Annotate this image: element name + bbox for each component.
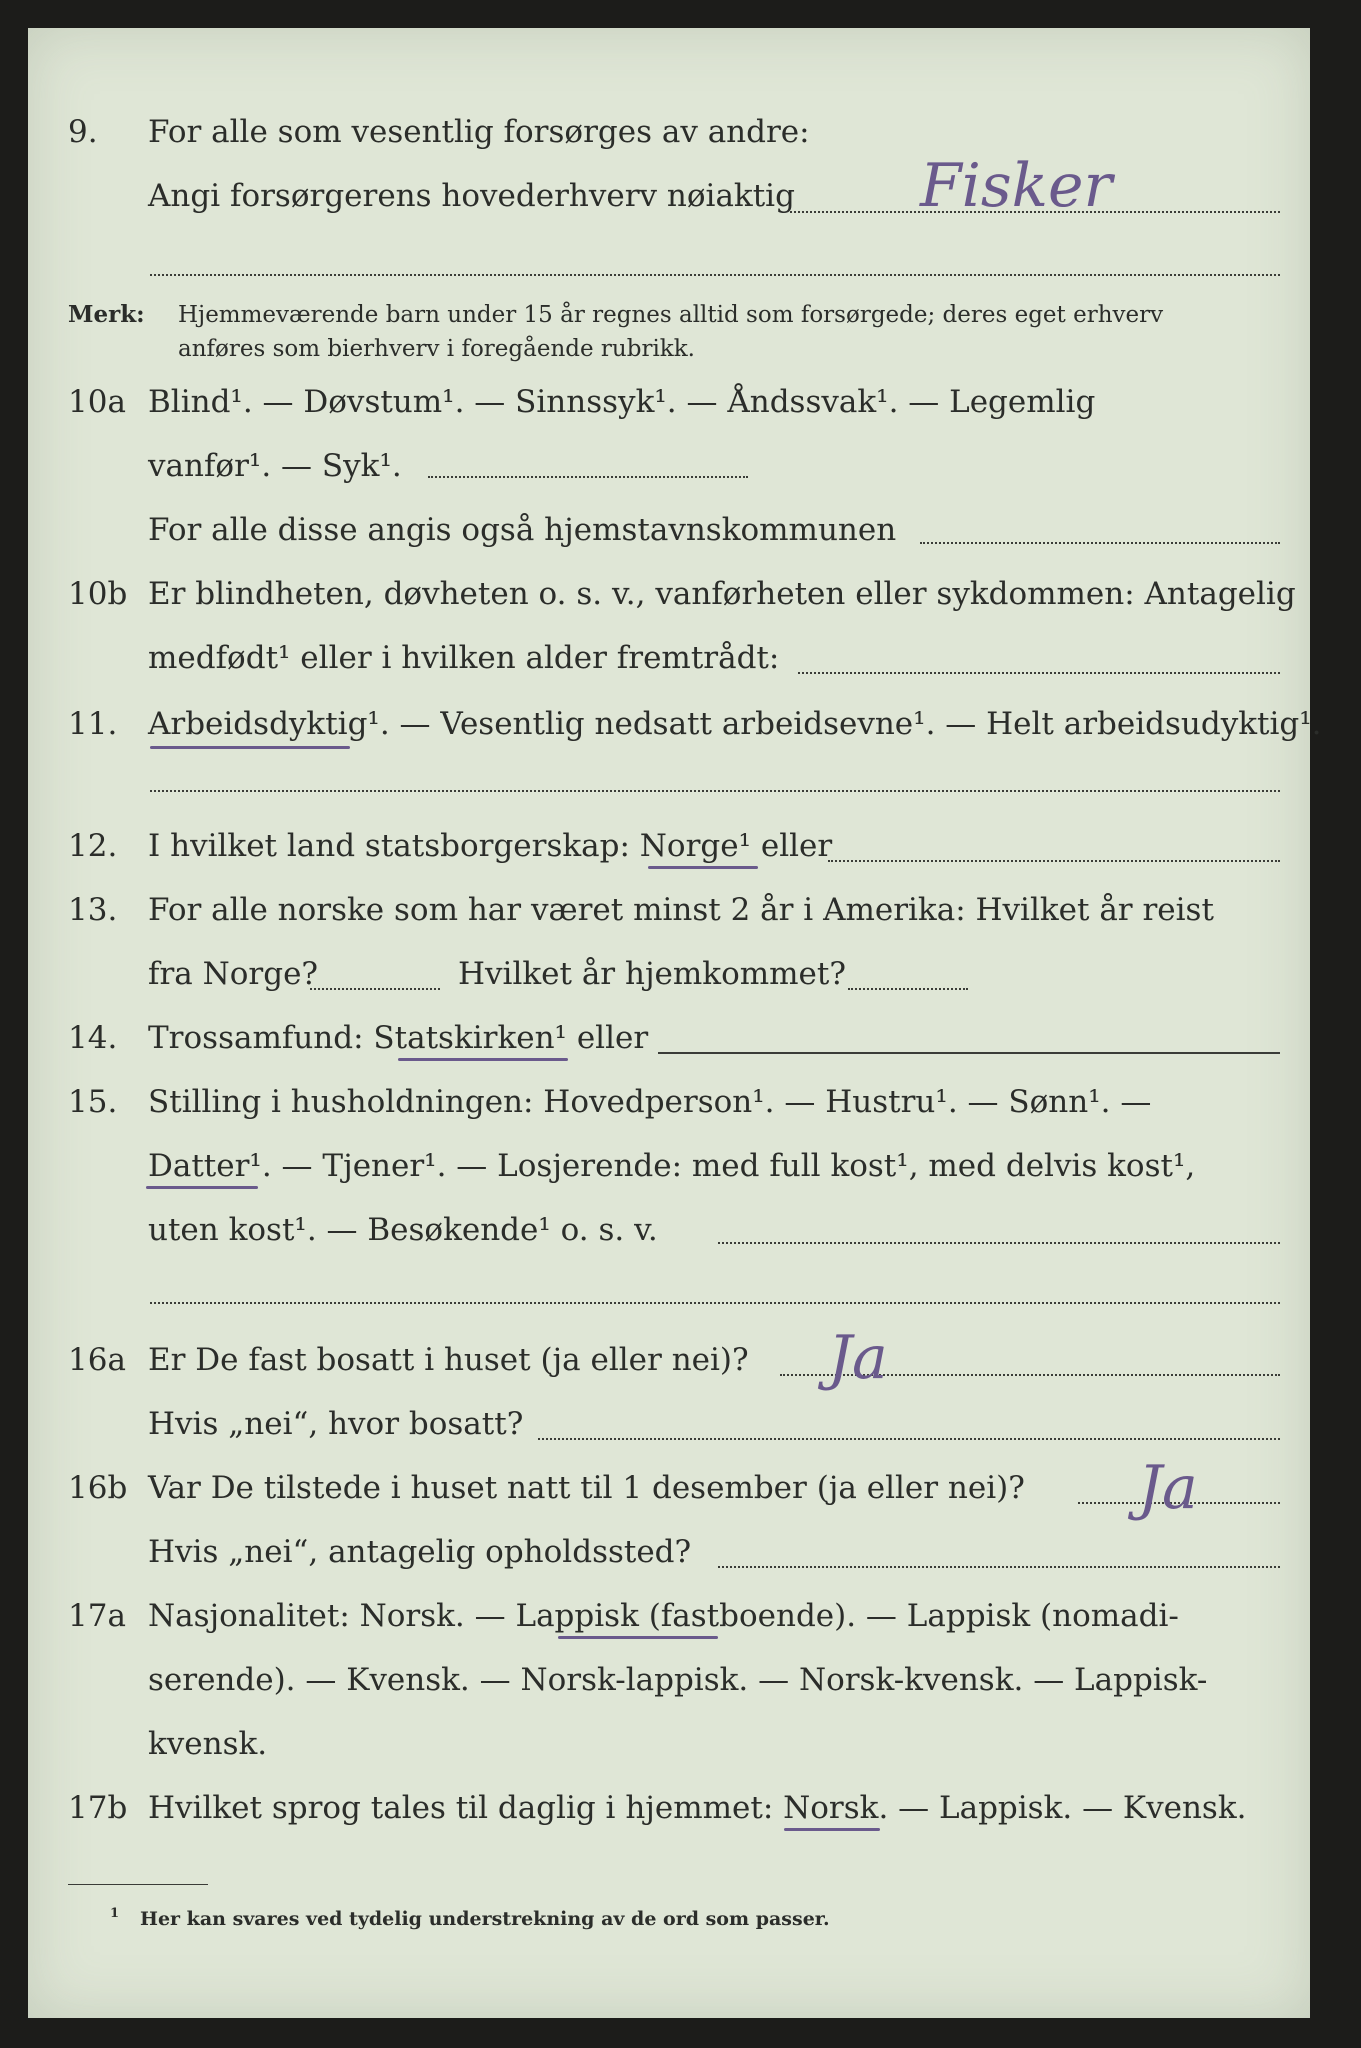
merk-line-2: anføres som bierhverv i foregående rubrikk. [178, 336, 695, 362]
q14-number: 14. [68, 1020, 118, 1056]
q13-line-2a: fra Norge? [148, 956, 319, 992]
q16a-line-2: Hvis „nei“, hvor bosatt? [148, 1406, 524, 1442]
q16a-handwritten-answer[interactable]: Ja [828, 1323, 888, 1393]
q12-number: 12. [68, 828, 118, 864]
q15-number: 15. [68, 1084, 118, 1120]
q16b-line-1: Var De tilstede i huset natt til 1 desember (ja eller nei)? [148, 1470, 1025, 1506]
q9-line-2: Angi forsørgerens hovederhverv nøiaktig [148, 178, 795, 214]
merk-line-1: Hjemmeværende barn under 15 år regnes alltid som forsørgede; deres eget erhverv [178, 302, 1164, 328]
q16a-number: 16a [68, 1342, 126, 1378]
q12-line-1: I hvilket land statsborgerskap: Norge¹ eller [148, 828, 833, 864]
q10a-sick-line [428, 476, 748, 478]
footnote-separator [68, 1884, 208, 1885]
q9-line-1: For alle som vesentlig forsørges av andre: [148, 114, 810, 150]
q13-line-1: For alle norske som har været minst 2 år i Amerika: Hvilket år reist [148, 892, 1214, 928]
q16a-residence-line [538, 1438, 1280, 1440]
q15-line-3: uten kost¹. — Besøkende¹ o. s. v. [148, 1212, 658, 1248]
q13-left-line [310, 988, 440, 990]
q9-handwritten-answer[interactable]: Fisker [920, 151, 1113, 221]
q11-line-1: Arbeidsdyktig¹. — Vesentlig nedsatt arbeidsevne¹. — Helt arbeidsudyktig¹. [148, 706, 1322, 742]
q10a-line-2: vanfør¹. — Syk¹. [148, 448, 402, 484]
q14-faith-line [658, 1052, 1280, 1054]
q11-underline-mark [150, 746, 350, 749]
q10a-line-3: For alle disse angis også hjemstavnskommunen [148, 512, 897, 548]
q15-line-1: Stilling i husholdningen: Hovedperson¹. — Hustru¹. — Sønn¹. — [148, 1084, 1152, 1120]
q15-underline-mark [146, 1186, 258, 1189]
q10a-line-1: Blind¹. — Døvstum¹. — Sinnssyk¹. — Åndssvak¹. — Legemlig [148, 384, 1096, 420]
q10b-line-1: Er blindheten, døvheten o. s. v., vanførheten eller sykdommen: Antagelig [148, 576, 1296, 612]
q12-country-line [828, 860, 1280, 862]
q16b-number: 16b [68, 1470, 128, 1506]
q15-status-line [718, 1242, 1280, 1244]
q17a-number: 17a [68, 1598, 126, 1634]
q17b-underline-mark [784, 1828, 880, 1831]
q17b-number: 17b [68, 1790, 128, 1826]
census-form-page [28, 28, 1322, 2018]
q17a-underline-mark [558, 1636, 718, 1639]
q10a-home-line [920, 542, 1280, 544]
q17a-line-2: serende). — Kvensk. — Norsk-lappisk. — Norsk-kvensk. — Lappisk- [148, 1662, 1208, 1698]
q16a-line-1: Er De fast bosatt i huset (ja eller nei)? [148, 1342, 749, 1378]
q10b-age-line [798, 672, 1280, 674]
q14-underline-mark [398, 1058, 568, 1061]
q13-return-line [848, 988, 968, 990]
footnote-mark: 1 [110, 1906, 120, 1921]
q15-line-2: Datter¹. — Tjener¹. — Losjerende: med full kost¹, med delvis kost¹, [148, 1148, 1196, 1184]
q16b-line-2: Hvis „nei“, antagelig opholdssted? [148, 1534, 692, 1570]
q16b-location-line [718, 1566, 1280, 1568]
merk-label: Merk: [68, 301, 145, 328]
q10b-line-2: medfødt¹ eller i hvilken alder fremtrådt: [148, 640, 780, 676]
q14-line-1: Trossamfund: Statskirken¹ eller [148, 1020, 649, 1056]
q17a-line-1: Nasjonalitet: Norsk. — Lappisk (fastboende). — Lappisk (nomadi- [148, 1598, 1179, 1634]
q9-number: 9. [68, 114, 98, 150]
q11-number: 11. [68, 706, 118, 742]
q17b-line-1: Hvilket sprog tales til daglig i hjemmet: Norsk. — Lappisk. — Kvensk. [148, 1790, 1247, 1826]
q10b-number: 10b [68, 576, 128, 612]
q9-extra-line [150, 274, 1280, 276]
q13-number: 13. [68, 892, 118, 928]
q10a-number: 10a [68, 384, 126, 420]
q16b-handwritten-answer[interactable]: Ja [1138, 1453, 1198, 1523]
q12-underline-mark [648, 866, 758, 869]
q15-extra-line [150, 1302, 1280, 1304]
q17a-line-3: kvensk. [148, 1726, 268, 1762]
q11-extra-line [150, 790, 1280, 792]
footnote-text: Her kan svares ved tydelig understrekning av de ord som passer. [140, 1908, 830, 1930]
q13-line-2b: Hvilket år hjemkommet? [458, 956, 846, 992]
